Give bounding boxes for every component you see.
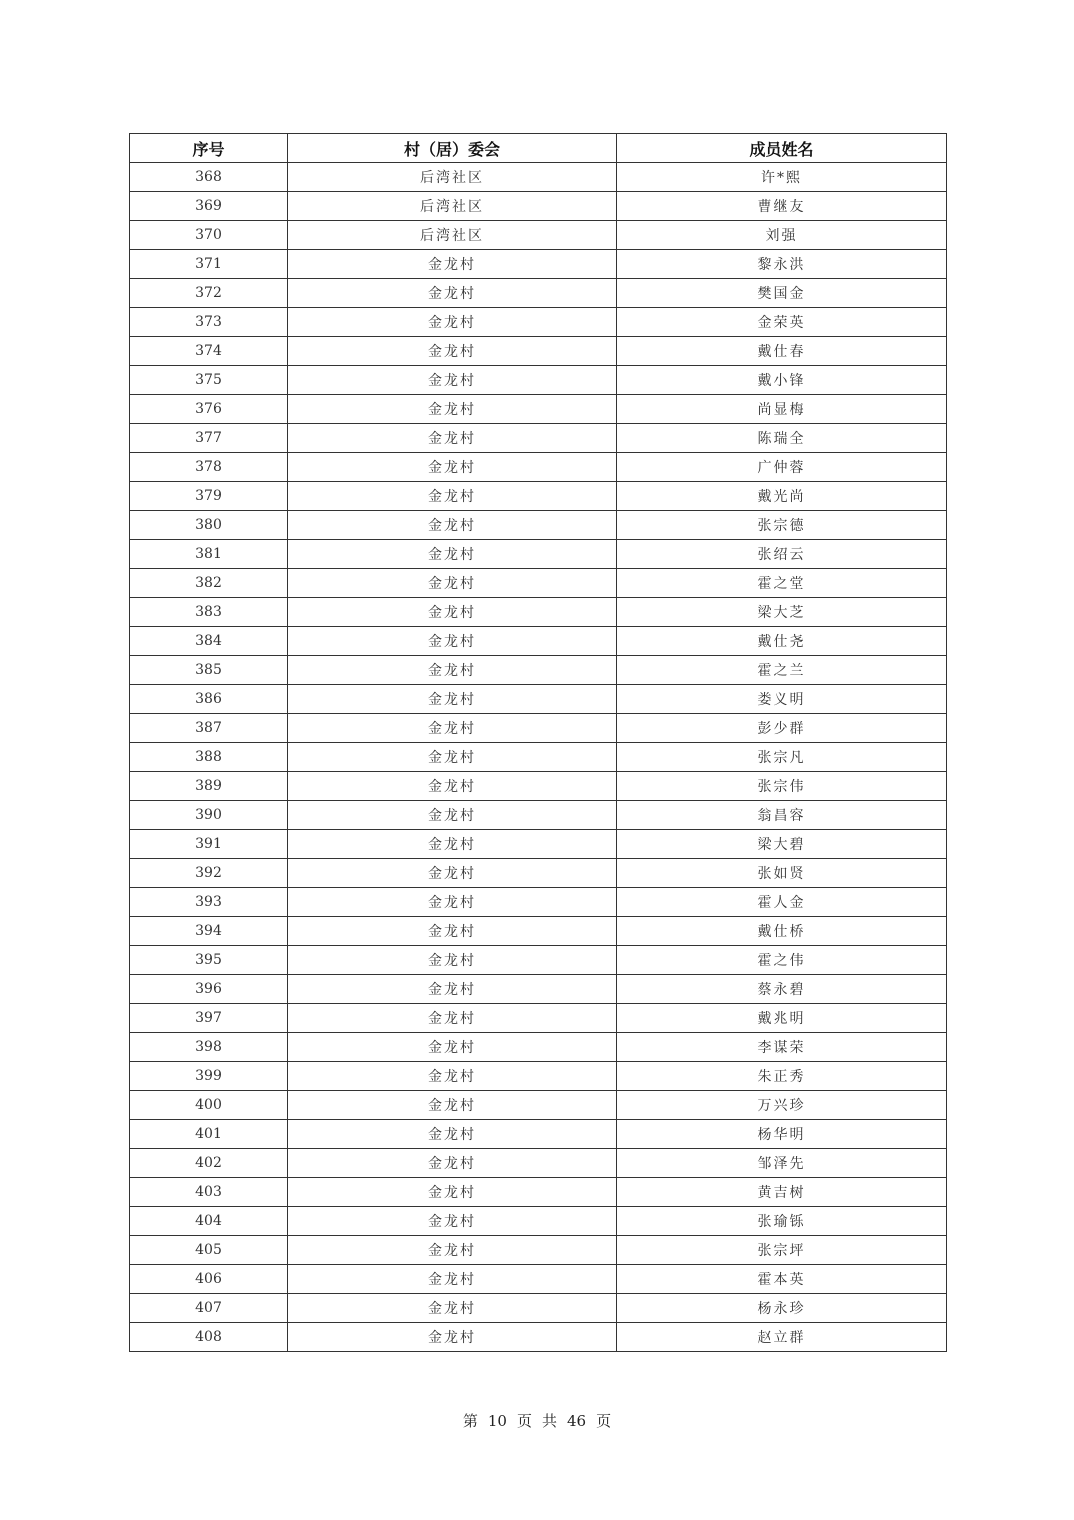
cell-name: 娄义明 <box>617 685 947 714</box>
cell-index: 392 <box>130 859 288 888</box>
cell-index: 383 <box>130 598 288 627</box>
cell-name: 梁大芝 <box>617 598 947 627</box>
cell-index: 386 <box>130 685 288 714</box>
cell-name: 戴兆明 <box>617 1004 947 1033</box>
table-body <box>130 163 947 1352</box>
cell-index: 405 <box>130 1236 288 1265</box>
cell-village: 金龙村 <box>288 598 617 627</box>
page-footer <box>0 1410 1074 1431</box>
cell-name: 戴仕尧 <box>617 627 947 656</box>
cell-index: 384 <box>130 627 288 656</box>
cell-index: 371 <box>130 250 288 279</box>
cell-index: 396 <box>130 975 288 1004</box>
cell-name: 霍人金 <box>617 888 947 917</box>
table-row <box>130 714 947 743</box>
cell-index: 397 <box>130 1004 288 1033</box>
cell-name: 曹继友 <box>617 192 947 221</box>
cell-village: 金龙村 <box>288 975 617 1004</box>
cell-village: 金龙村 <box>288 1004 617 1033</box>
table-row <box>130 801 947 830</box>
table-row <box>130 598 947 627</box>
cell-village: 金龙村 <box>288 801 617 830</box>
table-row <box>130 1178 947 1207</box>
table-header <box>130 134 947 163</box>
cell-village: 金龙村 <box>288 453 617 482</box>
cell-name: 朱正秀 <box>617 1062 947 1091</box>
cell-index: 391 <box>130 830 288 859</box>
cell-name: 霍之堂 <box>617 569 947 598</box>
cell-village: 金龙村 <box>288 1149 617 1178</box>
cell-name: 翁昌容 <box>617 801 947 830</box>
table-row <box>130 308 947 337</box>
cell-index: 385 <box>130 656 288 685</box>
table-row <box>130 917 947 946</box>
cell-index: 368 <box>130 163 288 192</box>
cell-name: 金荣英 <box>617 308 947 337</box>
table-row <box>130 1323 947 1352</box>
cell-village: 金龙村 <box>288 395 617 424</box>
cell-village: 金龙村 <box>288 482 617 511</box>
cell-name: 黄吉树 <box>617 1178 947 1207</box>
table-row <box>130 511 947 540</box>
table-row <box>130 1207 947 1236</box>
cell-village: 金龙村 <box>288 1265 617 1294</box>
cell-name: 戴光尚 <box>617 482 947 511</box>
cell-name: 李谋荣 <box>617 1033 947 1062</box>
table-row <box>130 772 947 801</box>
cell-name: 尚显梅 <box>617 395 947 424</box>
cell-name: 梁大碧 <box>617 830 947 859</box>
cell-index: 370 <box>130 221 288 250</box>
cell-name: 戴小锋 <box>617 366 947 395</box>
footer-total-pages: 46 <box>567 1412 587 1430</box>
cell-village: 后湾社区 <box>288 192 617 221</box>
cell-index: 408 <box>130 1323 288 1352</box>
cell-name: 张宗伟 <box>617 772 947 801</box>
cell-name: 樊国金 <box>617 279 947 308</box>
table-row <box>130 192 947 221</box>
cell-name: 赵立群 <box>617 1323 947 1352</box>
table-row <box>130 453 947 482</box>
cell-index: 381 <box>130 540 288 569</box>
cell-village: 后湾社区 <box>288 221 617 250</box>
header-village-committee: 村（居）委会 <box>288 134 617 163</box>
table-row <box>130 1062 947 1091</box>
cell-village: 金龙村 <box>288 714 617 743</box>
cell-village: 金龙村 <box>288 250 617 279</box>
footer-total-word: 共 <box>542 1412 558 1430</box>
cell-index: 380 <box>130 511 288 540</box>
cell-village: 金龙村 <box>288 859 617 888</box>
cell-village: 金龙村 <box>288 888 617 917</box>
cell-index: 390 <box>130 801 288 830</box>
cell-index: 378 <box>130 453 288 482</box>
cell-index: 398 <box>130 1033 288 1062</box>
cell-index: 369 <box>130 192 288 221</box>
cell-village: 金龙村 <box>288 917 617 946</box>
header-member-name: 成员姓名 <box>617 134 947 163</box>
footer-current-page: 10 <box>487 1412 507 1430</box>
cell-village: 金龙村 <box>288 772 617 801</box>
table-row <box>130 1004 947 1033</box>
footer-suffix: 页 <box>596 1412 612 1430</box>
cell-village: 金龙村 <box>288 279 617 308</box>
member-table <box>129 133 947 1352</box>
table-row <box>130 685 947 714</box>
table-row <box>130 743 947 772</box>
cell-name: 陈瑞全 <box>617 424 947 453</box>
table-row <box>130 859 947 888</box>
cell-name: 张瑜铄 <box>617 1207 947 1236</box>
cell-village: 金龙村 <box>288 366 617 395</box>
table-row <box>130 975 947 1004</box>
cell-village: 金龙村 <box>288 1033 617 1062</box>
cell-name: 张宗德 <box>617 511 947 540</box>
cell-village: 金龙村 <box>288 1062 617 1091</box>
table-row <box>130 250 947 279</box>
cell-index: 399 <box>130 1062 288 1091</box>
cell-village: 金龙村 <box>288 1207 617 1236</box>
cell-index: 395 <box>130 946 288 975</box>
footer-prefix: 第 <box>462 1412 478 1430</box>
cell-name: 张宗凡 <box>617 743 947 772</box>
cell-village: 金龙村 <box>288 946 617 975</box>
table-row <box>130 540 947 569</box>
cell-village: 金龙村 <box>288 627 617 656</box>
footer-page-word: 页 <box>516 1412 532 1430</box>
cell-village: 金龙村 <box>288 511 617 540</box>
cell-index: 375 <box>130 366 288 395</box>
cell-name: 彭少群 <box>617 714 947 743</box>
table-row <box>130 1033 947 1062</box>
cell-village: 金龙村 <box>288 308 617 337</box>
table-row <box>130 656 947 685</box>
table-row <box>130 279 947 308</box>
cell-index: 379 <box>130 482 288 511</box>
cell-index: 402 <box>130 1149 288 1178</box>
table-row <box>130 163 947 192</box>
cell-village: 金龙村 <box>288 1294 617 1323</box>
cell-index: 382 <box>130 569 288 598</box>
cell-name: 蔡永碧 <box>617 975 947 1004</box>
cell-index: 404 <box>130 1207 288 1236</box>
cell-name: 万兴珍 <box>617 1091 947 1120</box>
cell-name: 广仲蓉 <box>617 453 947 482</box>
table-row <box>130 424 947 453</box>
cell-village: 金龙村 <box>288 1178 617 1207</box>
cell-name: 戴仕春 <box>617 337 947 366</box>
cell-index: 406 <box>130 1265 288 1294</box>
cell-index: 407 <box>130 1294 288 1323</box>
cell-name: 戴仕桥 <box>617 917 947 946</box>
cell-name: 杨华明 <box>617 1120 947 1149</box>
cell-index: 373 <box>130 308 288 337</box>
cell-name: 张绍云 <box>617 540 947 569</box>
cell-village: 金龙村 <box>288 1120 617 1149</box>
cell-village: 后湾社区 <box>288 163 617 192</box>
cell-name: 霍之伟 <box>617 946 947 975</box>
cell-name: 刘强 <box>617 221 947 250</box>
table-header-row <box>130 134 947 163</box>
cell-village: 金龙村 <box>288 569 617 598</box>
header-index: 序号 <box>130 134 288 163</box>
cell-name: 杨永珍 <box>617 1294 947 1323</box>
cell-index: 401 <box>130 1120 288 1149</box>
cell-village: 金龙村 <box>288 743 617 772</box>
cell-index: 400 <box>130 1091 288 1120</box>
cell-village: 金龙村 <box>288 656 617 685</box>
table-row <box>130 1294 947 1323</box>
table-row <box>130 221 947 250</box>
cell-name: 黎永洪 <box>617 250 947 279</box>
cell-index: 393 <box>130 888 288 917</box>
cell-village: 金龙村 <box>288 540 617 569</box>
cell-name: 霍之兰 <box>617 656 947 685</box>
cell-index: 394 <box>130 917 288 946</box>
table-row <box>130 1120 947 1149</box>
table-row <box>130 888 947 917</box>
cell-name: 霍本英 <box>617 1265 947 1294</box>
cell-index: 377 <box>130 424 288 453</box>
cell-index: 388 <box>130 743 288 772</box>
cell-name: 张宗坪 <box>617 1236 947 1265</box>
cell-index: 374 <box>130 337 288 366</box>
cell-name: 张如贤 <box>617 859 947 888</box>
table-row <box>130 1265 947 1294</box>
cell-index: 389 <box>130 772 288 801</box>
table-row <box>130 627 947 656</box>
cell-index: 376 <box>130 395 288 424</box>
table-row <box>130 1091 947 1120</box>
cell-name: 邹泽先 <box>617 1149 947 1178</box>
table-row <box>130 482 947 511</box>
table-row <box>130 830 947 859</box>
table-row <box>130 1149 947 1178</box>
table-row <box>130 337 947 366</box>
table-row <box>130 366 947 395</box>
cell-village: 金龙村 <box>288 337 617 366</box>
cell-village: 金龙村 <box>288 424 617 453</box>
cell-village: 金龙村 <box>288 685 617 714</box>
table-row <box>130 569 947 598</box>
cell-name: 许*熙 <box>617 163 947 192</box>
cell-index: 387 <box>130 714 288 743</box>
table-row <box>130 946 947 975</box>
cell-index: 403 <box>130 1178 288 1207</box>
cell-village: 金龙村 <box>288 1236 617 1265</box>
cell-village: 金龙村 <box>288 1323 617 1352</box>
cell-index: 372 <box>130 279 288 308</box>
table-row <box>130 395 947 424</box>
cell-village: 金龙村 <box>288 1091 617 1120</box>
table-row <box>130 1236 947 1265</box>
cell-village: 金龙村 <box>288 830 617 859</box>
